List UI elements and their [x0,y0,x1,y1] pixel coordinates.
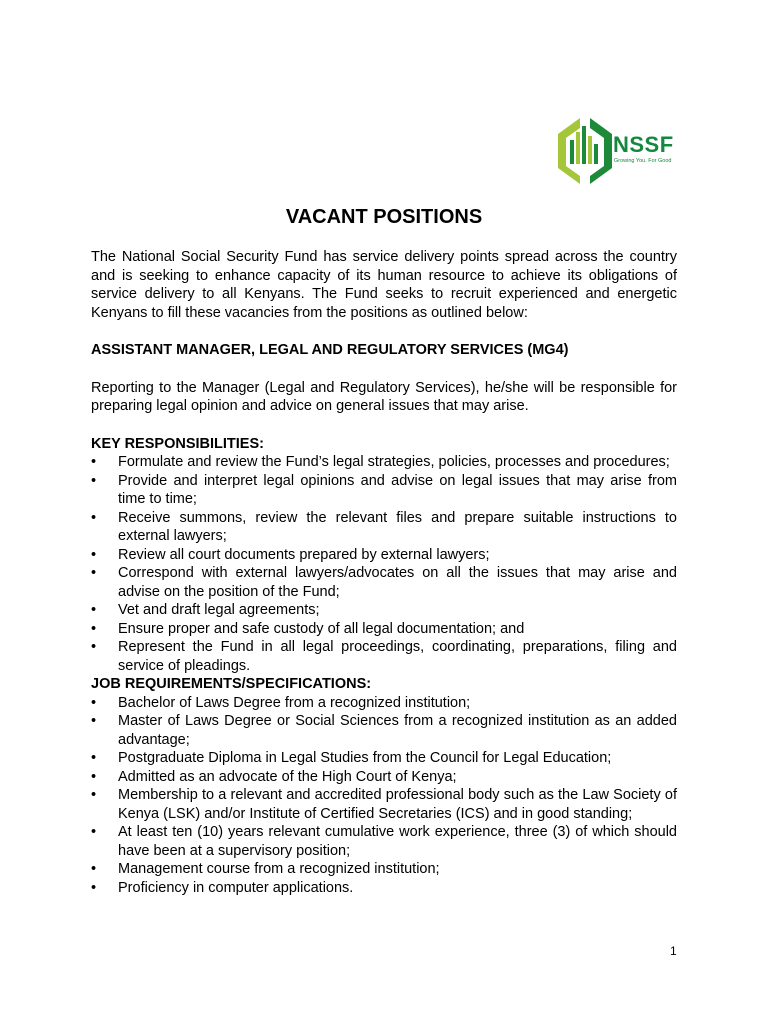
responsibilities-heading: KEY RESPONSIBILITIES: [91,435,264,452]
list-item [91,472,677,509]
list-item-text: Bachelor of Laws Degree from a recognized institution; [118,694,471,711]
bullet-icon: • [91,879,97,896]
list-item [91,564,677,601]
list-item-text: Correspond with external lawyers/advocates on all the issues that may arise and advise on the position of the Fund; [118,565,677,600]
nssf-logo-mark [558,116,612,186]
bullet-icon: • [91,565,97,581]
list-item-text: Postgraduate Diploma in Legal Studies from the Council for Legal Education; [118,750,612,766]
bullet-icon: • [91,750,97,766]
nssf-logo [558,116,688,186]
reporting-paragraph: Reporting to the Manager (Legal and Regulatory Services), he/she will be responsible for preparing legal opinion and advice on general issues that may arise. [91,379,677,414]
list-item-text: Review all court documents prepared by external lawyers; [118,546,490,563]
bullet-icon: • [91,694,97,711]
list-item [91,638,677,675]
page-number: 1 [670,944,677,958]
list-item [91,546,677,565]
document-body [91,248,677,897]
list-item [91,768,677,787]
position-heading: ASSISTANT MANAGER, LEGAL AND REGULATORY SERVICES (MG4) [91,342,569,358]
list-item-text: Admitted as an advocate of the High Court of Kenya; [118,768,457,785]
list-item [91,879,677,898]
bullet-icon: • [91,546,97,563]
list-item [91,786,677,823]
list-item-text: Management course from a recognized institution; [118,861,440,877]
list-item-text: Membership to a relevant and accredited professional body such as the Law Society of Kenya (LSK) and/or Institute of Certified Secretaries (ICS) and in good standing; [118,787,677,822]
list-item [91,749,677,768]
list-item [91,694,677,713]
list-item-text: Formulate and review the Fund’s legal strategies, policies, processes and procedures; [118,454,670,470]
bullet-icon: • [91,824,97,840]
list-item-text: At least ten (10) years relevant cumulative work experience, three (3) of which should have been at a supervisory position; [118,824,677,859]
list-item [91,860,677,879]
bullet-icon: • [91,602,97,618]
list-item-text: Represent the Fund in all legal proceedings, coordinating, preparations, filing and service of pleadings. [118,639,677,674]
bullet-icon: • [91,861,97,877]
list-item [91,620,677,639]
bullet-icon: • [91,472,97,489]
list-item [91,823,677,860]
bullet-icon: • [91,639,97,655]
responsibilities-list [91,453,677,675]
list-item-text: Master of Laws Degree or Social Sciences from a recognized institution as an added advantage; [118,713,677,748]
bullet-icon: • [91,620,97,637]
list-item [91,601,677,620]
list-item-text: Proficiency in computer applications. [118,879,354,896]
list-item-text: Vet and draft legal agreements; [118,602,320,618]
list-item-text: Ensure proper and safe custody of all legal documentation; and [118,620,525,637]
logo-wordmark: NSSF [613,132,674,157]
bullet-icon: • [91,454,97,470]
bullet-icon: • [91,768,97,785]
bullet-icon: • [91,713,97,729]
logo-tagline: Growing You. For Good [614,158,672,164]
intro-paragraph: The National Social Security Fund has service delivery points spread across the country and is seeking to enhance capacity of its human resource to achieve its obligations of service delivery to all Kenyans. The Fund seeks to recruit experienced and energetic Kenyans to fill these vacancies from the positions as outlined below: [91,249,677,321]
page-title: VACANT POSITIONS [285,206,483,228]
list-item [91,712,677,749]
list-item [91,509,677,546]
bullet-icon: • [91,787,97,803]
bullet-icon: • [91,509,97,526]
requirements-heading: JOB REQUIREMENTS/SPECIFICATIONS: [91,676,372,692]
list-item-text: Provide and interpret legal opinions and advise on legal issues that may arise from time to time; [118,472,677,507]
requirements-list [91,694,677,898]
list-item-text: Receive summons, review the relevant files and prepare suitable instructions to external lawyers; [118,509,677,544]
list-item [91,453,677,472]
